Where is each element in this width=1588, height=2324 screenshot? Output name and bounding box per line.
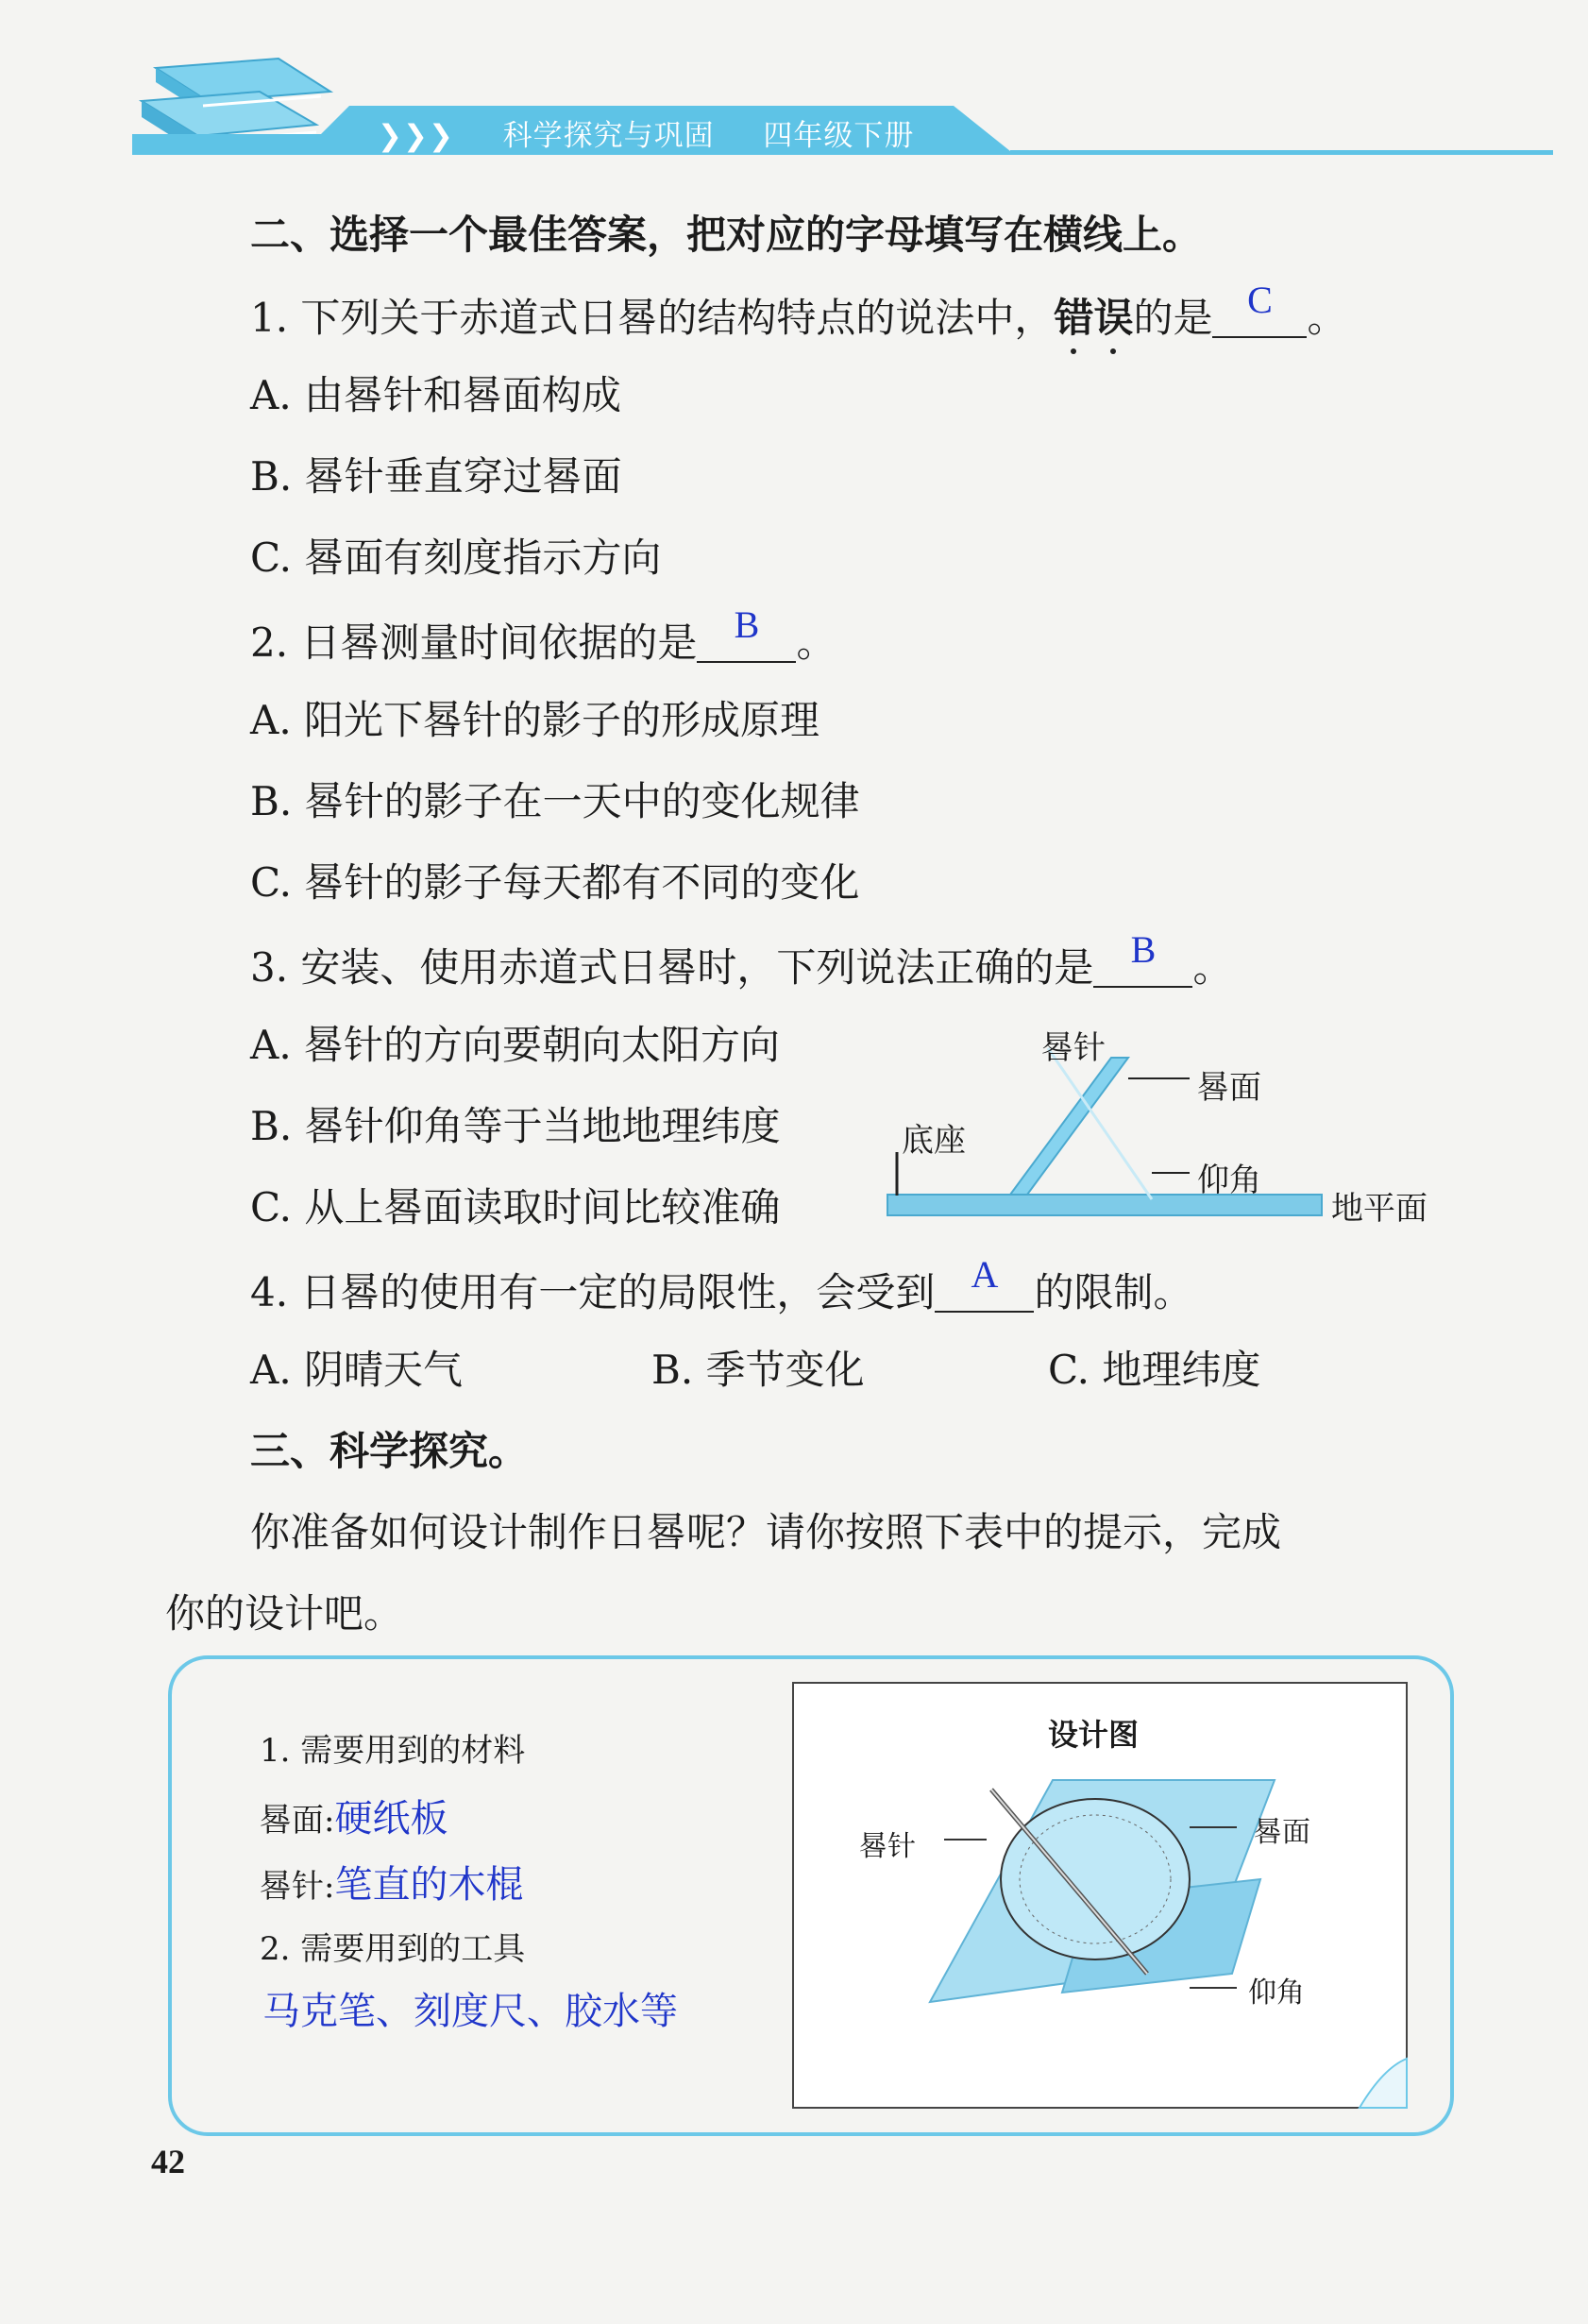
question-3: 3. 安装、使用赤道式日晷时，下列说法正确的是 B 。 (250, 928, 1233, 991)
answer-1: C (1247, 279, 1273, 321)
answer-4: A (971, 1253, 999, 1296)
question-4: 4. 日晷的使用有一定的局限性，会受到 A 的限制。 (250, 1253, 1193, 1315)
q4-option-b: B. 季节变化 (651, 1347, 865, 1393)
design-angle-label: 仰角 (1248, 1976, 1305, 2010)
q3-option-a: A. 晷针的方向要朝向太阳方向 (250, 1022, 781, 1068)
q3-option-c: C. 从上晷面读取时间比较准确 (250, 1184, 781, 1230)
diagram-dial-label: 晷面 (1197, 1069, 1261, 1107)
q4-option-c: C. 地理纬度 (1048, 1347, 1261, 1393)
answer-blank-2[interactable] (697, 603, 796, 663)
q1-option-c: C. 晷面有刻度指示方向 (250, 534, 662, 581)
materials-title: 1. 需要用到的材料 (260, 1732, 526, 1770)
diagram-gnomon-label: 晷针 (1041, 1029, 1106, 1067)
answer-blank-1[interactable] (1212, 279, 1307, 338)
gnomon-material-answer: 笔直的木棍 (334, 1863, 524, 1907)
header-text (378, 111, 914, 154)
tools-answer: 马克笔、刻度尺、胶水等 (262, 1990, 678, 2033)
dial-material-answer: 硬纸板 (334, 1797, 448, 1841)
book-title: 科学探究与巩固 (502, 119, 715, 153)
answer-blank-4[interactable] (935, 1253, 1034, 1313)
q1-option-b: B. 晷针垂直穿过晷面 (250, 453, 622, 500)
q2-option-c: C. 晷针的影子每天都有不同的变化 (250, 859, 860, 906)
answer-blank-3[interactable] (1093, 928, 1192, 988)
q4-option-a: A. 阴晴天气 (250, 1347, 464, 1393)
tools-title: 2. 需要用到的工具 (260, 1930, 526, 1968)
dial-material-row: 晷面:硬纸板 (260, 1797, 448, 1841)
diagram-angle-label: 仰角 (1197, 1162, 1261, 1199)
section2-heading: 二、选择一个最佳答案，把对应的字母填写在横线上。 (250, 212, 1203, 258)
grade-label: 四年级下册 (763, 119, 915, 153)
design-title: 设计图 (1048, 1717, 1140, 1753)
answer-3: B (1130, 928, 1157, 971)
design-label-lines (944, 1813, 1246, 2002)
section3-heading: 三、科学探究。 (250, 1428, 529, 1474)
question-1: 1. 下列关于赤道式日晷的结构特点的说法中，错误 的是 C 。 (250, 295, 1346, 338)
q2-option-b: B. 晷针的影子在一天中的变化规律 (250, 778, 860, 824)
q2-option-a: A. 阳光下晷针的影子的形成原理 (250, 697, 820, 743)
q1-option-a: A. 由晷针和晷面构成 (250, 372, 622, 418)
page-number: 42 (151, 2143, 185, 2180)
question-2: 2. 日晷测量时间依据的是 B 。 (250, 603, 836, 666)
design-dial-label: 晷面 (1254, 1816, 1310, 1849)
diagram-ground-label: 地平面 (1331, 1190, 1428, 1228)
chevron-icon: ❯❯❯ (378, 119, 454, 153)
q3-option-b: B. 晷针仰角等于当地地理纬度 (250, 1103, 781, 1149)
gnomon-material-row: 晷针:笔直的木棍 (260, 1863, 524, 1907)
design-gnomon-label: 晷针 (859, 1830, 916, 1863)
diagram-base-label: 底座 (902, 1122, 966, 1160)
emphasis-wrong: 错误 (1054, 295, 1133, 341)
section3-intro-line2: 你的设计吧。 (165, 1590, 404, 1637)
answer-2: B (734, 603, 760, 646)
section3-intro-line1: 你准备如何设计制作日晷呢？请你按照下表中的提示，完成 (250, 1509, 1282, 1555)
